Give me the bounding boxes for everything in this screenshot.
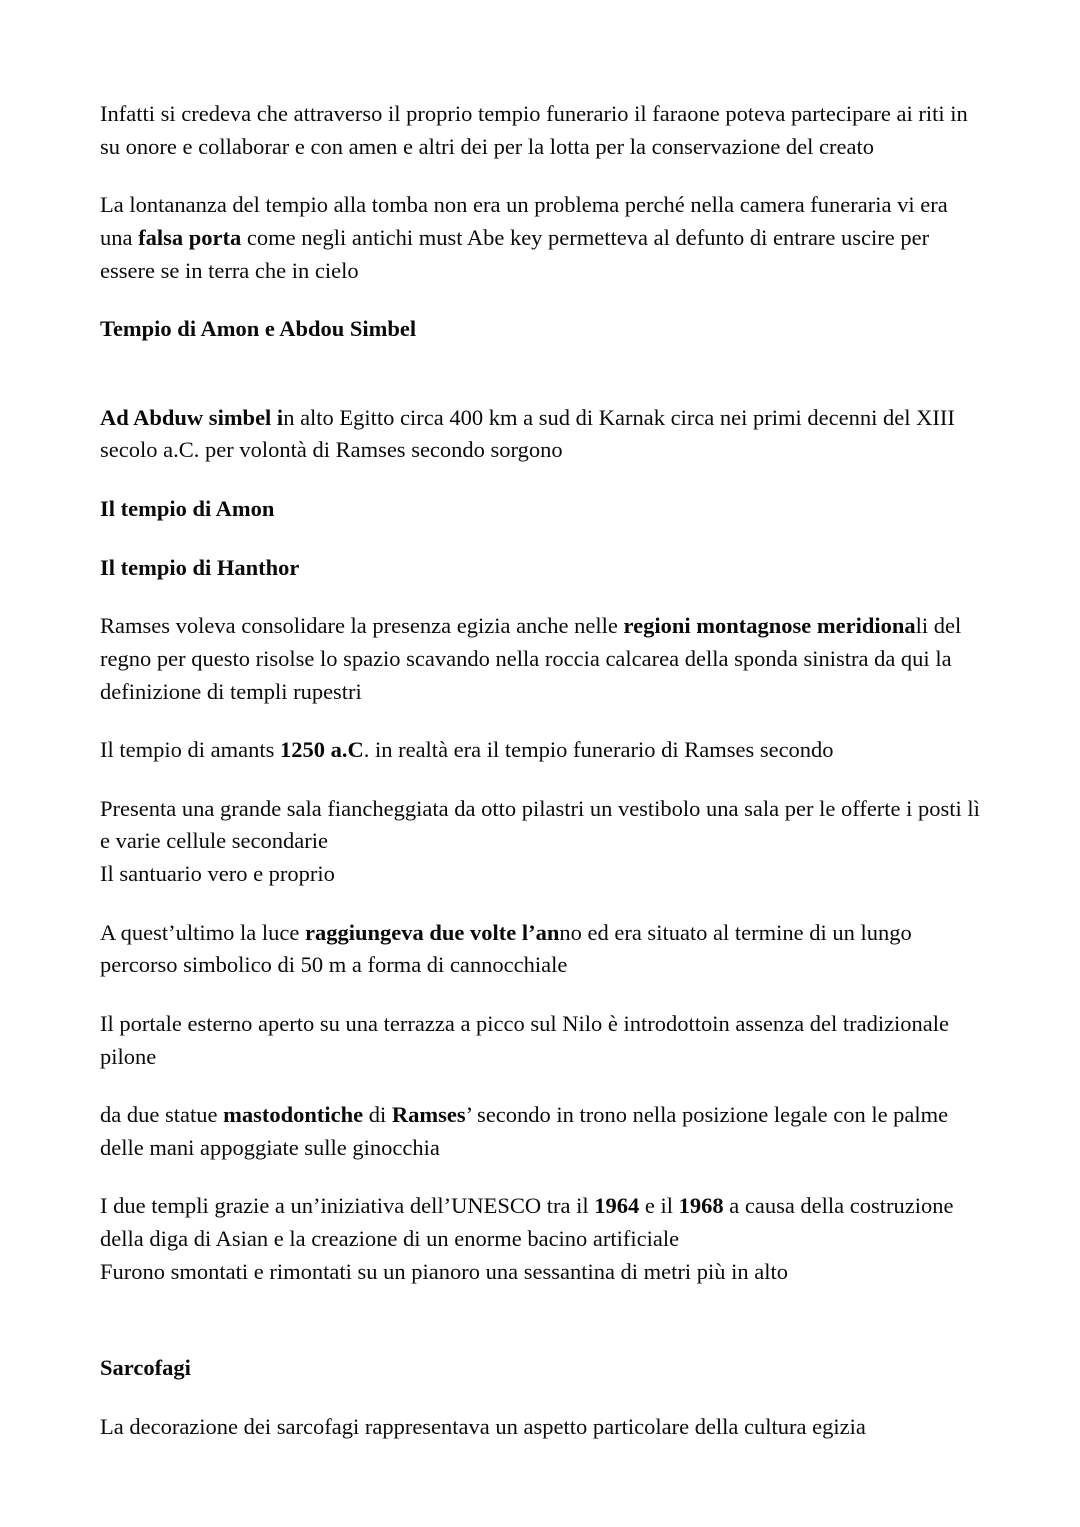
text-run-bold: 1968 [678, 1193, 724, 1219]
text-run: Furono smontati e rimontati su un pianoro una sessantina di metri più in alto [100, 1258, 789, 1284]
paragraph-decorazione-sarcofagi [100, 1411, 980, 1444]
text-run: Il portale esterno aperto su una terrazza a picco sul Nilo è introdottoin assenza del tradizionale pilone [100, 1010, 950, 1069]
text-run: di [363, 1102, 392, 1128]
text-run: n alto Egitto circa 400 km a sud di Karnak circa nei primi decenni del XIII secolo a.C. per volontà di Ramses secondo sorgono [100, 404, 955, 463]
text-run-bold: Il tempio di Amon [100, 496, 275, 521]
text-run: Il tempio di amants [100, 737, 280, 763]
text-run: La lontananza del tempio alla tomba non era un problema perché nella camera funeraria vi era una [100, 192, 948, 250]
text-run: no ed era situato al termine di un lungo percorso simbolico di 50 m a forma di cannocchiale [100, 919, 912, 978]
paragraph-smontati-rimontati [100, 1256, 980, 1289]
text-run-bold: Ramses [391, 1102, 466, 1128]
paragraph-intro-tempio-funerario [100, 98, 980, 163]
paragraph-lontananza-tempio [100, 189, 980, 287]
text-run: li del regno per questo risolse lo spazio scavando nella roccia calcarea della sponda sinistra da qui la definizione di templi rupestri [100, 613, 962, 704]
text-run: come negli antichi must Abe key permetteva al defunto di entrare uscire per essere se in terra che in cielo [100, 224, 930, 283]
text-run-bold: Tempio di Amon e Abdou Simbel [100, 316, 417, 342]
heading-il-tempio-di-hanthor [100, 552, 980, 585]
text-run-bold: mastodontiche [223, 1102, 364, 1128]
heading-sarcofagi [100, 1352, 980, 1385]
paragraph-santuario [100, 858, 980, 891]
text-run: Ramses voleva consolidare la presenza egizia anche nelle [100, 613, 624, 639]
text-run-bold: falsa porta [138, 224, 242, 250]
paragraph-grande-sala [100, 793, 980, 858]
text-run: I due templi grazie a un’iniziativa dell’UNESCO tra il [100, 1193, 595, 1219]
text-run-bold: 1250 a.C [279, 737, 364, 763]
text-run-bold: regioni montagnose meridiona [623, 613, 916, 639]
paragraph-tempio-di-amants [100, 734, 980, 767]
paragraph-statue-mastodontiche [100, 1099, 980, 1164]
text-run-bold: Ad Abduw simbel i [100, 404, 284, 430]
text-run: A quest’ultimo la luce [100, 919, 305, 945]
paragraph-portale-esterno [100, 1008, 980, 1073]
text-run: Infatti si credeva che attraverso il proprio tempio funerario il faraone poteva partecipare ai riti in su onore e collaborar e con amen e altri dei per la lotta per la conservazione del creato [100, 101, 968, 159]
document-body [100, 98, 980, 1444]
heading-il-tempio-di-amon [100, 493, 980, 526]
text-run: Presenta una grande sala fiancheggiata da otto pilastri un vestibolo una sala per le offerte i posti lì e varie cellule secondarie [100, 795, 980, 854]
text-run-bold: Il tempio di Hanthor [100, 554, 300, 580]
text-run-bold: 1964 [594, 1193, 640, 1219]
text-run: e il [639, 1193, 679, 1219]
text-run: a causa della costruzione della diga di Asian e la creazione di un enorme bacino artificiale [100, 1193, 954, 1251]
paragraph-luce-due-volte-anno [100, 917, 980, 982]
text-run-bold: Sarcofagi [100, 1355, 191, 1381]
text-run: ’ secondo in trono nella posizione legale con le palme delle mani appoggiate sulle ginocchia [100, 1102, 949, 1160]
text-run-bold: raggiungeva due volte l’an [304, 919, 560, 945]
text-run: da due statue [100, 1102, 224, 1128]
text-run: Il santuario vero e proprio [100, 861, 335, 886]
text-run: La decorazione dei sarcofagi rappresentava un aspetto particolare della cultura egizia [100, 1413, 866, 1439]
paragraph-ad-abduw-simbel [100, 402, 980, 467]
paragraph-regioni-montagnose [100, 610, 980, 708]
heading-tempio-di-amon-e-abdou-simbel [100, 313, 980, 346]
paragraph-unesco-1964-1968 [100, 1190, 980, 1255]
text-run: . in realtà era il tempio funerario di Ramses secondo [363, 737, 834, 763]
